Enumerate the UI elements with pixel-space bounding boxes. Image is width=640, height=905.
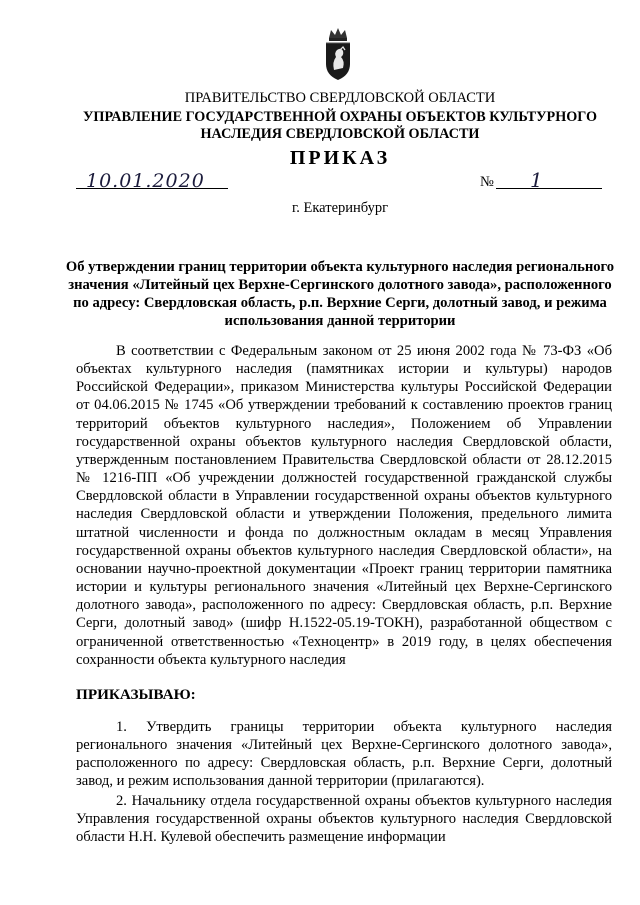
number-underline: [496, 188, 602, 189]
preamble-paragraph: В соответствии с Федеральным законом от 25 июня 2002 года № 73-ФЗ «Об объектах культурного наследия (памятниках истории и культуры) народов Российской Федерации», приказом Министерства культуры Российской Федерации от 04.06.2015 № 1745 «Об утверждении требований к составлению проектов границ территорий объектов культурного наследия», Положением об Управлении государственной охраны объектов культурного наследия Свердловской области, утвержденным постановлением Правительства Свердловской области от 28.12.2015 № 1216-ПП «Об учреждении должностей государственной гражданской службы Свердловской области в Управлении государственной охраны объектов культурного наследия Свердловской области и утверждении Положения, предельного лимита штатной численности и фонда по должностным окладам в месяц Управления государственной охраны объектов культурного наследия Свердловской области», на основании научно-проектной документации «Проект границ территории памятника истории и культуры регионального значения «Литейный цех Верхне-Сергинского долотного завода», расположенного по адресу: Свердловская область, р.п. Верхние Серги, долотный завод» (шифр Н.1522-05.19-ТОКН), разработанной обществом с ограниченной ответственностью «Техноцентр» в 2019 году, в целях обеспечения сохранности объекта культурного наследия: [76, 343, 612, 668]
document-type: ПРИКАЗ: [289, 147, 391, 169]
sverdlovsk-oblast-coat-of-arms-icon: [323, 26, 353, 82]
order-number: 1: [530, 168, 543, 192]
order-title: Об утверждении границ территории объекта культурного наследия регионального значения «Литейный цех Верхне-Сергинского долотного завода», расположенного по адресу: Свердловская область, р.п. Верхние Серги, долотный завод, и режима использования данной территории: [65, 259, 615, 329]
city: г. Екатеринбург: [291, 200, 389, 216]
government-name: ПРАВИТЕЛЬСТВО СВЕРДЛОВСКОЙ ОБЛАСТИ: [184, 90, 496, 106]
order-date: 10.01.2020: [86, 170, 205, 192]
date-underline: [76, 188, 228, 189]
number-label: №: [480, 174, 494, 190]
order-heading: ПРИКАЗЫВАЮ:: [76, 686, 196, 703]
order-item-2: 2. Начальнику отдела государственной охраны объектов культурного наследия Управления государственной охраны объектов культурного наследия Свердловской области Н.Н. Кулевой обеспечить размещение информации: [76, 793, 612, 846]
department-name: УПРАВЛЕНИЕ ГОСУДАРСТВЕННОЙ ОХРАНЫ ОБЪЕКТОВ КУЛЬТУРНОГО НАСЛЕДИЯ СВЕРДЛОВСКОЙ ОБЛАСТИ: [83, 109, 597, 142]
order-item-1: 1. Утвердить границы территории объекта культурного наследия регионального значения «Литейный цех Верхне-Сергинского долотного завода», расположенного по адресу: Свердловская область, р.п. Верхние Серги, долотный завод, и режим использования данной территории (прилагаются).: [76, 719, 612, 790]
